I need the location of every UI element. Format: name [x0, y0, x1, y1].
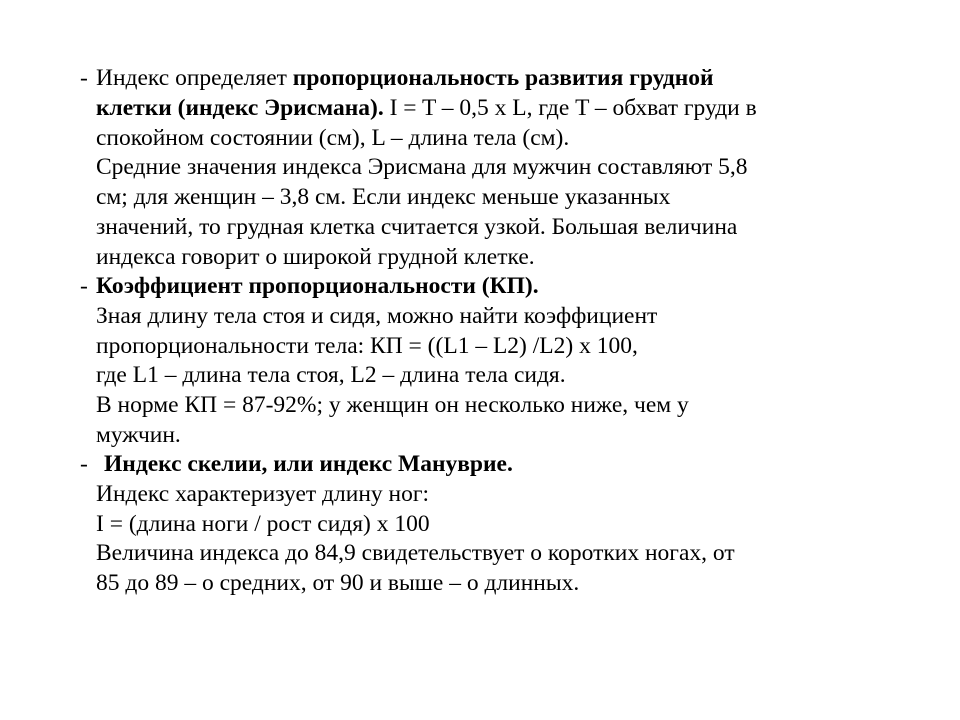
text-line [96, 64, 860, 94]
text-line: Средние значения индекса Эрисмана для мужчин составляют 5,8 [96, 154, 748, 181]
bullet-body [96, 64, 860, 273]
bullet-dash: - [80, 273, 88, 299]
bold-text-run: клетки (индекс Эрисмана). [96, 94, 384, 121]
text-line: 85 до 89 – о средних, от 90 и выше – о длинных. [96, 570, 580, 597]
text-line: спокойном состоянии (см), L – длина тела (см). [96, 124, 570, 151]
text-line: где L1 – длина тела стоя, L2 – длина тела сидя. [96, 362, 566, 389]
text-line: Величина индекса до 84,9 свидетельствует о коротких ногах, от [96, 540, 735, 567]
text-line: индекса говорит о широкой грудной клетке. [96, 243, 535, 270]
text-line: см; для женщин – 3,8 см. Если индекс меньше указанных [96, 184, 671, 211]
bold-text-line: Коэффициент пропорциональности (КП). [96, 273, 539, 299]
text-line [96, 94, 860, 124]
text-line: значений, то грудная клетка считается узкой. Большая величина [96, 213, 738, 240]
text-line: Индекс характеризует длину ног: [96, 480, 430, 507]
text-run: I = T – 0,5 x L, где T – обхват груди в [383, 94, 757, 121]
bold-text-run: пропорциональность развития грудной [292, 65, 714, 91]
bullet-item-skelia-index [80, 450, 860, 599]
bullet-item-erisman-index [80, 64, 860, 273]
text-line: Зная длину тела стоя и сидя, можно найти коэффициент [96, 302, 658, 329]
bullet-body [96, 450, 860, 599]
bullet-dash: - [80, 451, 88, 477]
text-run: Индекс определяет [96, 65, 293, 91]
bullet-item-proportionality-coefficient [80, 272, 860, 451]
text-line: мужчин. [96, 421, 181, 448]
bold-text-line: Индекс скелии, или индекс Мануврие. [104, 451, 513, 477]
bullet-dash: - [80, 65, 88, 91]
text-line: В норме КП = 87-92%; у женщин он несколько ниже, чем у [96, 392, 689, 419]
text-line: I = (длина ноги / рост сидя) x 100 [96, 510, 430, 537]
text-line: пропорциональности тела: КП = ((L1 – L2) /L2) x 100, [96, 332, 638, 359]
bullet-body [96, 272, 860, 451]
